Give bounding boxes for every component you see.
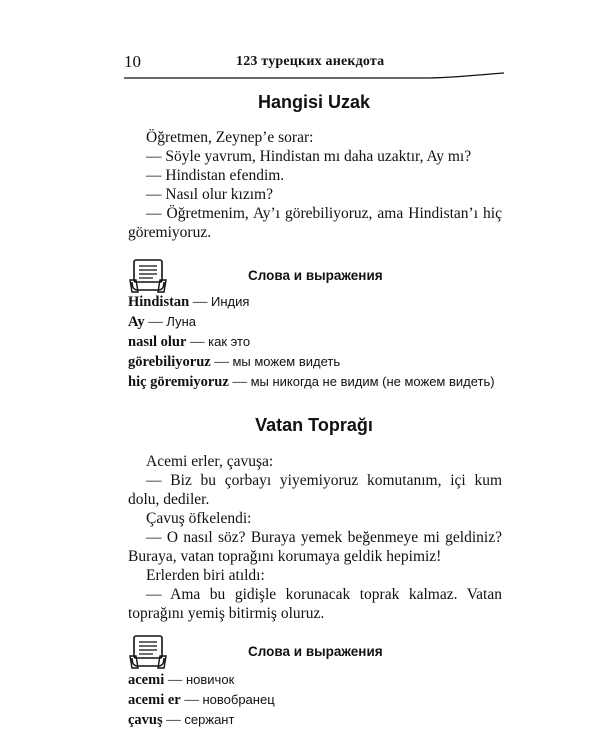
- page-header: [124, 52, 504, 82]
- story-line: — Nasıl olur kızım?: [146, 186, 273, 203]
- vocab-term: çavuş: [128, 712, 163, 728]
- running-title: 123 турецких анекдота: [236, 54, 385, 69]
- vocab-dash: —: [180, 692, 203, 708]
- vocab-term: hiç göremiyoruz: [128, 374, 229, 390]
- vocab-title: Слова и выражения: [248, 644, 383, 659]
- vocab-gloss: сержант: [184, 712, 235, 727]
- vocab-term: Ay: [128, 314, 145, 330]
- vocab-entry: [128, 710, 508, 730]
- vocab-gloss: мы никогда не видим (не можем видеть): [250, 374, 495, 389]
- vocab-entry: [128, 372, 508, 392]
- vocab-entry: [128, 312, 508, 332]
- vocab-term: acemi er: [128, 692, 181, 708]
- vocab-dash: —: [164, 672, 186, 688]
- vocab-list: [128, 292, 508, 392]
- vocab-entry: [128, 352, 508, 372]
- vocab-gloss: новичок: [185, 672, 235, 687]
- vocab-entry: [128, 332, 508, 352]
- vocab-dash: —: [162, 712, 185, 728]
- story-line: Öğretmen, Zeynep’e sorar:: [146, 129, 314, 146]
- vocab-term: Hindistan: [128, 294, 190, 310]
- story-text: [128, 128, 502, 242]
- vocab-title: Слова и выражения: [248, 268, 383, 283]
- vocab-gloss: Индия: [211, 294, 250, 309]
- story-text: [128, 452, 502, 623]
- story-line: — O nasıl söz? Buraya yemek beğenmeye mi geldiniz? Buraya, vatan toprağını korumaya geldik hepimiz!: [128, 529, 502, 565]
- vocab-header: [128, 256, 508, 296]
- vocab-entry: [128, 292, 508, 312]
- vocab-dash: —: [144, 314, 167, 330]
- vocab-dash: —: [210, 354, 233, 370]
- vocab-list: [128, 670, 508, 730]
- vocab-dash: —: [189, 294, 211, 310]
- story-line: — Söyle yavrum, Hindistan mı daha uzaktır, Ay mı?: [146, 148, 472, 165]
- vocab-dash: —: [228, 374, 251, 390]
- story-line: — Öğretmenim, Ay’ı görebiliyoruz, ama Hindistan’ı hiç göremiyoruz.: [128, 205, 502, 241]
- story-title: Hangisi Uzak: [257, 92, 371, 112]
- vocab-gloss: новобранец: [202, 692, 275, 707]
- vocab-term: acemi: [128, 672, 165, 688]
- vocab-dash: —: [186, 334, 209, 350]
- vocab-entry: [128, 670, 508, 690]
- story-line: — Biz bu çorbayı yiyemiyoruz komutanım, içi kum dolu, dediler.: [128, 472, 502, 508]
- vocab-header: [128, 632, 508, 672]
- story-line: Çavuş öfkelendi:: [146, 510, 252, 527]
- story-title: Vatan Toprağı: [255, 415, 373, 435]
- vocab-term: görebiliyoruz: [128, 354, 211, 370]
- page-number: 10: [124, 52, 141, 71]
- vocab-entry: [128, 690, 508, 710]
- story-line: — Hindistan efendim.: [146, 167, 285, 184]
- book-icon: [128, 256, 168, 296]
- story-line: Erlerden biri atıldı:: [146, 567, 265, 584]
- vocab-gloss: мы можем видеть: [232, 354, 341, 369]
- story-line: — Ama bu gidişle korunacak toprak kalmaz. Vatan toprağını yemiş bitirmiş oluruz.: [128, 586, 502, 622]
- story-line: Acemi erler, çavuşa:: [146, 453, 274, 470]
- book-icon: [128, 632, 168, 672]
- vocab-gloss: Луна: [166, 314, 196, 329]
- header-rule: [124, 72, 504, 80]
- vocab-gloss: как это: [208, 334, 251, 349]
- vocab-term: nasıl olur: [128, 334, 187, 350]
